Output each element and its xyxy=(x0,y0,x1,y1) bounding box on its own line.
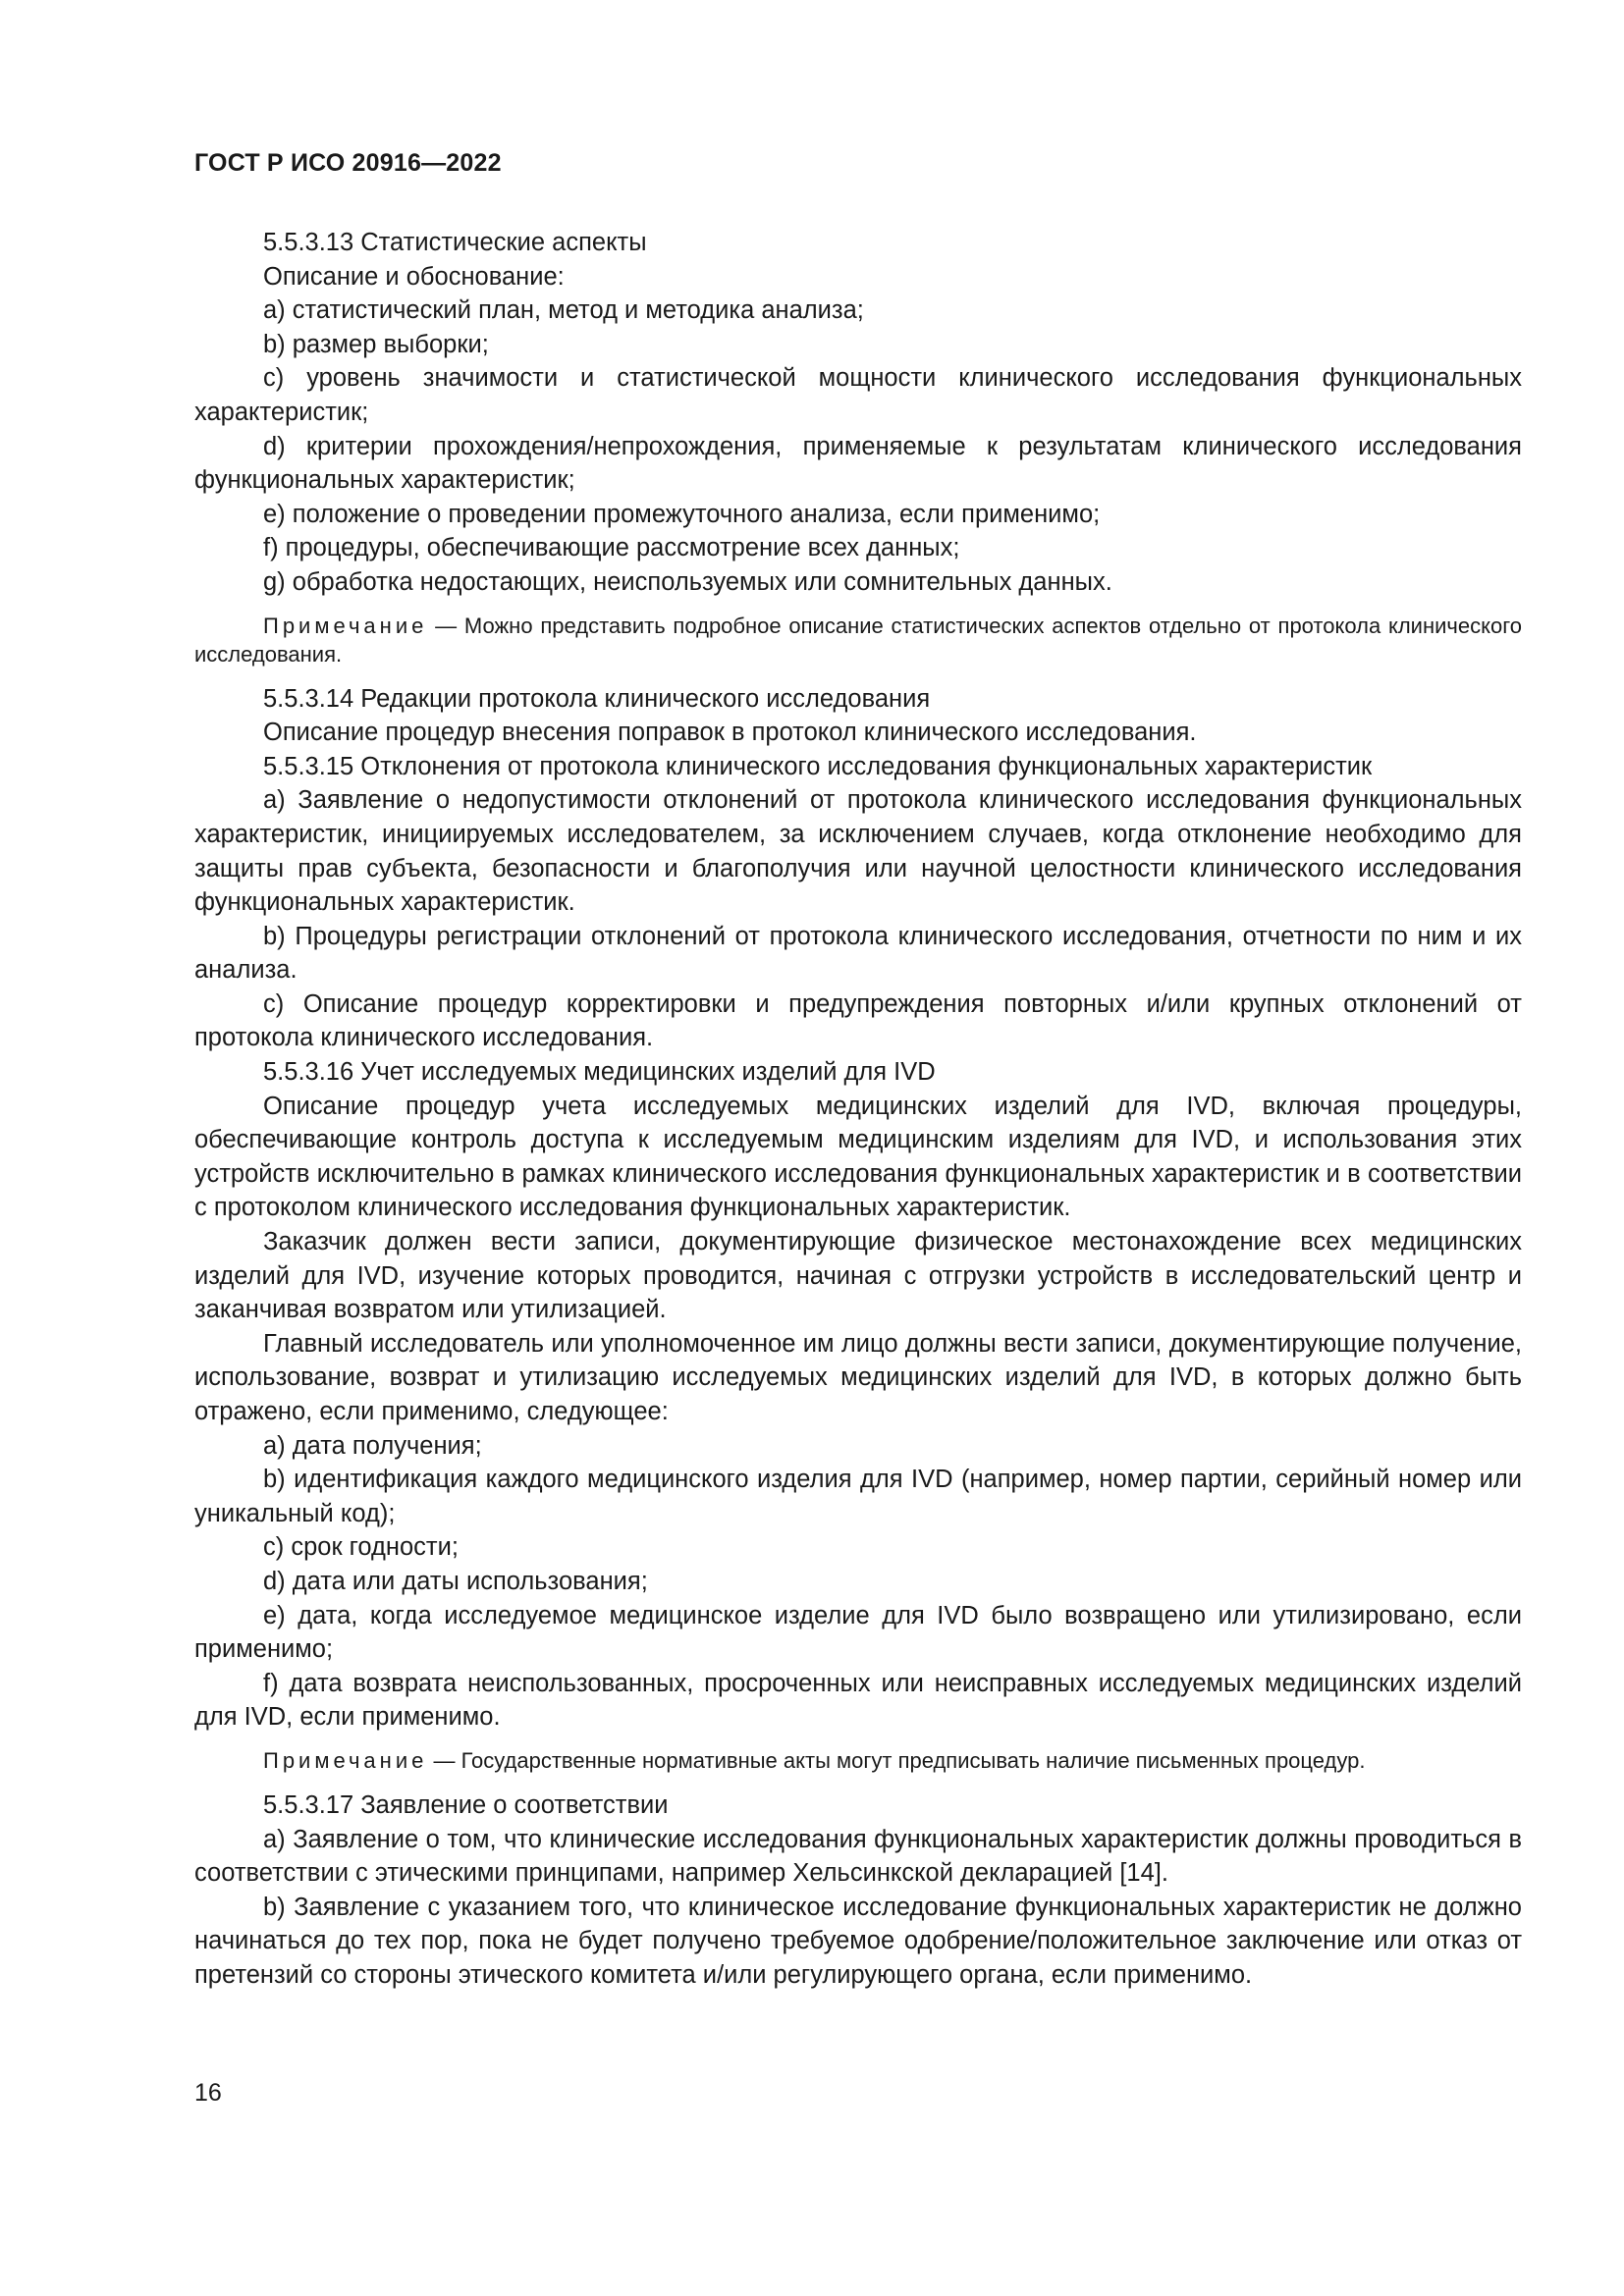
body-paragraph: g) обработка недостающих, неиспользуемых или сомнительных данных. xyxy=(263,567,1112,596)
body-paragraph: Описание и обоснование: xyxy=(263,262,565,291)
body-paragraph: a) статистический план, метод и методика анализа; xyxy=(263,296,864,325)
body-paragraph: 5.5.3.15 Отклонения от протокола клинического исследования функциональных характеристик xyxy=(263,752,1373,780)
body-paragraph: c) Описание процедур корректировки и предупреждения повторных и/или крупных отклонений от протокола клинического исследования. xyxy=(194,989,1522,1052)
body-paragraph: Описание процедур внесения поправок в протокол клинического исследования. xyxy=(263,719,1197,747)
body-paragraph: b) Процедуры регистрации отклонений от протокола клинического исследования, отчетности по ним и их анализа. xyxy=(194,922,1522,985)
page-number: 16 xyxy=(194,2079,222,2107)
body-paragraph: a) Заявление о том, что клинические исследования функциональных характеристик должны проводиться в соответствии с этическими принципами, например Хельсинкской декларацией [14]. xyxy=(194,1825,1522,1888)
note-paragraph xyxy=(194,1746,1522,1775)
body-paragraph: Заказчик должен вести записи, документирующие физическое местонахождение всех медицинских изделий для IVD, изучение которых проводится, начиная с отгрузки устройств в исследовательский центр и заканчивая возвратом или утилизацией. xyxy=(194,1228,1522,1324)
body-paragraph: Описание процедур учета исследуемых медицинских изделий для IVD, включая процедуры, обеспечивающие контроль доступа к исследуемым медицинским изделиям для IVD, и использования этих устройств исключительно в рамках клинического исследования функциональных характеристик и в соответствии с протоколом клинического исследования функциональных характеристик. xyxy=(194,1092,1522,1222)
note-paragraph xyxy=(194,612,1522,668)
document-body xyxy=(194,226,1522,1993)
body-paragraph: b) размер выборки; xyxy=(263,330,489,358)
body-paragraph: 5.5.3.16 Учет исследуемых медицинских изделий для IVD xyxy=(263,1058,936,1087)
body-paragraph: 5.5.3.14 Редакции протокола клинического исследования xyxy=(263,684,931,713)
body-paragraph: b) Заявление с указанием того, что клиническое исследование функциональных характеристик не должно начинаться до тех пор, пока не будет получено требуемое одобрение/положительное заключение или отказ от претензий со стороны этического комитета и/или регулирующего органа, если применимо. xyxy=(194,1893,1522,1989)
body-paragraph: e) положение о проведении промежуточного анализа, если применимо; xyxy=(263,500,1101,528)
body-paragraph: f) процедуры, обеспечивающие рассмотрение всех данных; xyxy=(263,534,960,562)
body-paragraph: 5.5.3.17 Заявление о соответствии xyxy=(263,1790,669,1819)
body-paragraph: c) уровень значимости и статистической мощности клинического исследования функциональных характеристик; xyxy=(194,364,1522,426)
body-paragraph: f) дата возврата неиспользованных, просроченных или неисправных исследуемых медицинских изделий для IVD, если применимо. xyxy=(194,1669,1522,1732)
document-header: ГОСТ Р ИСО 20916—2022 xyxy=(194,149,502,177)
note-text: — Можно представить подробное описание статистических аспектов отдельно от протокола клинического исследования. xyxy=(194,613,1522,667)
body-paragraph: a) Заявление о недопустимости отклонений от протокола клинического исследования функциональных характеристик, инициируемых исследователем, за исключением случаев, когда отклонение необходимо для защиты прав субъекта, безопасности и благополучия или научной целостности клинического исследования функциональных характеристик. xyxy=(194,786,1522,917)
note-label: Примечание xyxy=(263,1747,428,1773)
body-paragraph: 5.5.3.13 Статистические аспекты xyxy=(263,229,647,256)
body-paragraph: b) идентификация каждого медицинского изделия для IVD (например, номер партии, серийный номер или уникальный код); xyxy=(194,1466,1522,1527)
body-paragraph: e) дата, когда исследуемое медицинское изделие для IVD было возвращено или утилизировано, если применимо; xyxy=(194,1601,1522,1664)
body-paragraph: a) дата получения; xyxy=(263,1431,482,1460)
note-label: Примечание xyxy=(263,613,428,638)
body-paragraph: Главный исследователь или уполномоченное им лицо должны вести записи, документирующие получение, использование, возврат и утилизацию исследуемых медицинских изделий для IVD, в которых должно быть отражено, если применимо, следующее: xyxy=(194,1329,1522,1425)
body-paragraph: c) срок годности; xyxy=(263,1533,459,1562)
body-paragraph: d) критерии прохождения/непрохождения, применяемые к результатам клинического исследования функциональных характеристик; xyxy=(194,432,1522,495)
note-text: — Государственные нормативные акты могут предписывать наличие письменных процедур. xyxy=(427,1747,1366,1773)
body-paragraph: d) дата или даты использования; xyxy=(263,1567,648,1595)
